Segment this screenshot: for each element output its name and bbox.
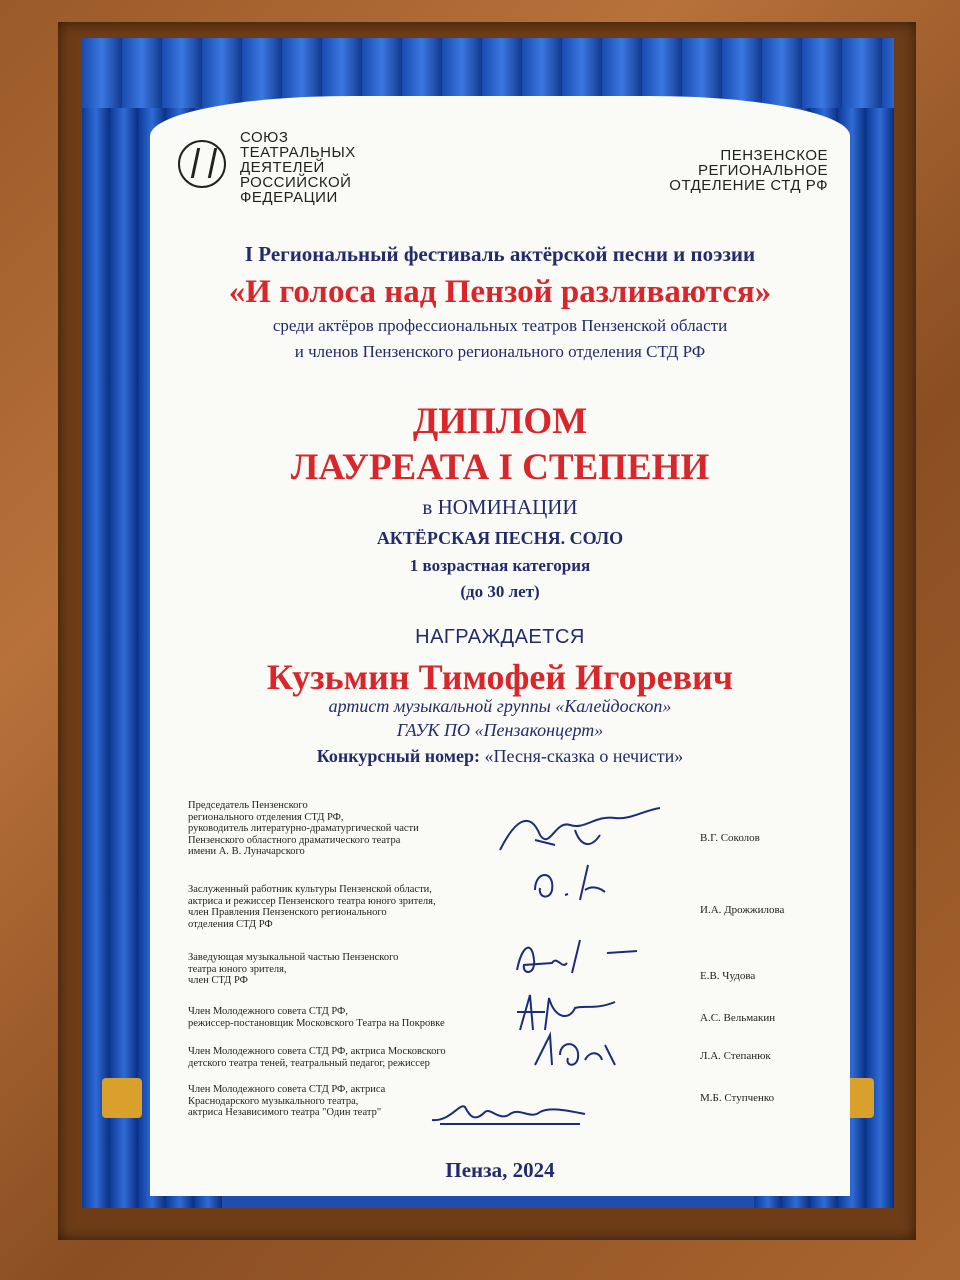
right-org-name: ПЕНЗЕНСКОЕ РЕГИОНАЛЬНОЕ ОТДЕЛЕНИЕ СТД РФ xyxy=(669,147,828,194)
festival-name: «И голоса над Пензой разливаются» xyxy=(228,274,772,310)
curtain-tassel-left xyxy=(102,1078,142,1118)
signature-chudova xyxy=(512,935,642,985)
signatory-name: В.Г. Соколов xyxy=(700,832,760,844)
city-year: Пенза, 2024 xyxy=(445,1158,555,1182)
age-category: 1 возрастная категория xyxy=(409,556,591,575)
signatory-name: Л.А. Степанюк xyxy=(700,1050,771,1062)
diploma-heading: ДИПЛОМ xyxy=(412,401,588,442)
signatory-name: А.С. Вельмакин xyxy=(700,1012,776,1024)
entry-label: Конкурсный номер: xyxy=(316,746,481,766)
signatory-title: Заслуженный работник культуры Пензенской области, актриса и режиссер Пензенского театра юного зрителя, член Правления Пензенского регионального отделения СТД РФ xyxy=(188,884,436,930)
std-rf-header xyxy=(178,130,356,205)
festival-description-line2: и членов Пензенского регионального отделения СТД РФ xyxy=(294,342,706,361)
signatory-title: Член Молодежного совета СТД РФ, режиссер-постановщик Московского Театра на Покровке xyxy=(188,1006,445,1029)
signatory-title: Заведующая музыкальной частью Пензенского театра юного зрителя, член СТД РФ xyxy=(188,952,399,986)
signatory-name: М.Б. Ступченко xyxy=(700,1092,775,1104)
signatory-title: Член Молодежного совета СТД РФ, актриса Московского детского театра теней, театральный педагог, режиссер xyxy=(188,1046,446,1069)
signature-stupchenko xyxy=(430,1092,590,1132)
diploma-degree: ЛАУРЕАТА I СТЕПЕНИ xyxy=(290,447,710,488)
festival-description-line1: среди актёров профессиональных театров Пензенской области xyxy=(272,316,728,335)
right-org-header xyxy=(669,148,828,193)
festival-title: I Региональный фестиваль актёрской песни и поэзии xyxy=(244,242,756,266)
signatory-title: Председатель Пензенского регионального отделения СТД РФ, руководитель литературно-драматургической части Пензенского областного драматического театра имени А. В. Луначарского xyxy=(188,800,419,857)
winner-organization: ГАУК ПО «Пензаконцерт» xyxy=(396,720,604,740)
nomination-label: в НОМИНАЦИИ xyxy=(422,495,578,519)
winner-position: артист музыкальной группы «Калейдоскоп» xyxy=(328,696,672,716)
signatory-title: Член Молодежного совета СТД РФ, актриса Краснодарского музыкального театра, актриса Независимого театра "Один театр" xyxy=(188,1084,386,1118)
entry-value: «Песня-сказка о нечисти» xyxy=(480,746,684,766)
awarded-label: НАГРАЖДАЕТСЯ xyxy=(415,626,585,648)
signature-drozhzhilova xyxy=(530,860,610,910)
left-org-name: СОЮЗ ТЕАТРАЛЬНЫХ ДЕЯТЕЛЕЙ РОССИЙСКОЙ ФЕДЕРАЦИИ xyxy=(240,129,356,206)
std-logo-icon xyxy=(178,140,226,188)
age-limit: (до 30 лет) xyxy=(460,582,540,601)
nomination-value: АКТЁРСКАЯ ПЕСНЯ. СОЛО xyxy=(376,528,624,548)
winner-name: Кузьмин Тимофей Игоревич xyxy=(266,657,734,697)
signature-stepanyuk xyxy=(530,1030,630,1075)
signatory-name: И.А. Дрожжилова xyxy=(700,904,785,916)
competition-entry xyxy=(150,746,850,767)
signatory-name: Е.В. Чудова xyxy=(700,970,756,982)
